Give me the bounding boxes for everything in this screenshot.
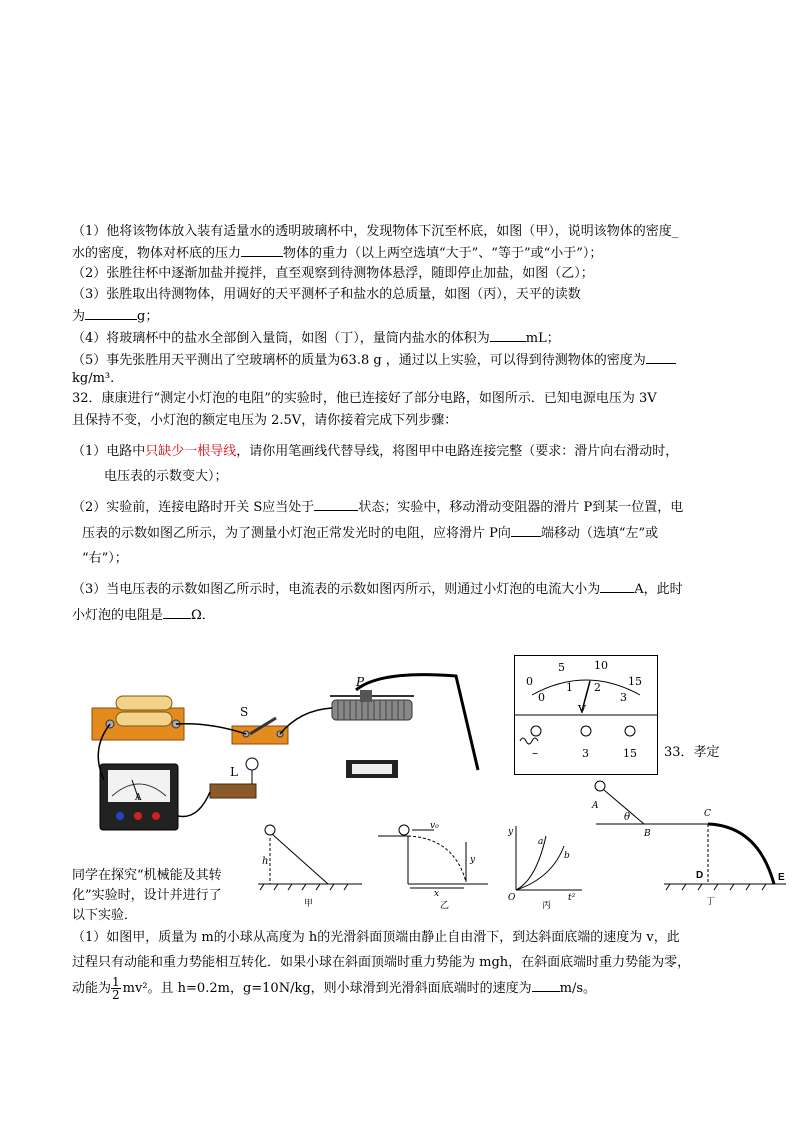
label-a: a: [538, 837, 544, 847]
answer-blank[interactable]: [490, 327, 526, 342]
q32-p1-red-text: 只缺少一根导线: [145, 444, 237, 459]
scale-bottom-1: 1: [566, 681, 573, 694]
q31-part4: [72, 327, 560, 349]
ground-hatch: [666, 884, 766, 890]
thick-wire: [356, 675, 478, 770]
label-x: x: [434, 889, 440, 899]
q32-part2-line3: [82, 549, 128, 569]
voltmeter-partial-dial: [352, 764, 392, 774]
ball: [265, 825, 275, 835]
battery-cell: [116, 712, 172, 726]
voltmeter-terminal-neg: [531, 726, 541, 736]
label-y: y: [470, 855, 476, 865]
q33-lead: [664, 743, 720, 763]
q31-p1-text-a: （1）他将该物体放入装有适量水的透明玻璃杯中，发现物体下沉至杯底，如图（甲），说明该物体的密度_: [72, 224, 679, 239]
answer-blank[interactable]: [511, 522, 541, 537]
lamp-base: [210, 784, 256, 798]
answer-blank[interactable]: [85, 305, 137, 320]
label-d: D: [696, 870, 704, 881]
answer-blank[interactable]: [314, 496, 358, 511]
q32-part1-line2: [104, 467, 228, 487]
q32-p1-text-a: （1）电路中: [72, 444, 146, 459]
q32-p3-text-b: A，此时: [634, 582, 683, 597]
q32-part1-line1: [72, 442, 678, 462]
q32-p2-text-d: 端移动（选填“左”或: [540, 526, 659, 541]
caption-ding: 丁: [706, 897, 716, 906]
figure-bing: [506, 822, 584, 912]
answer-blank[interactable]: [241, 242, 283, 257]
q33-side-3: [72, 906, 137, 926]
q31-p2-text: （2）张胜往杯中逐渐加盐并搅拌，直至观察到待测物体悬浮，随即停止加盐，如图（乙）；: [72, 266, 594, 281]
q33-p1-text-c3: m/s。: [559, 981, 597, 996]
scale-bottom-3: 3: [620, 691, 627, 704]
answer-blank[interactable]: [163, 604, 191, 619]
fraction-denominator: 2: [112, 988, 120, 1002]
scale-top-15: 15: [628, 675, 642, 688]
label-p: P: [356, 675, 365, 689]
q31-p5-text-b: kg/m³.: [72, 371, 115, 386]
label-h: h: [262, 856, 269, 867]
terminal-label-3: 3: [582, 747, 589, 760]
fraction-half: [111, 976, 121, 1001]
q31-part2: [72, 264, 594, 284]
rheostat-slider[interactable]: [360, 690, 372, 702]
label-l: L: [230, 765, 238, 779]
figure-ding: [590, 776, 790, 906]
trajectory: [408, 836, 466, 882]
q33-p1-text-a: （1）如图甲，质量为 m的小球从高度为 h的光滑斜面顶端由静止自由滑下，到达斜面底端的速度为 v，此: [72, 930, 680, 945]
terminal-label-neg: –: [532, 746, 538, 760]
q31-p4-text-a: （4）将玻璃杯中的盐水全部倒入量筒，如图（丁），量筒内盐水的体积为: [72, 331, 490, 346]
q33-p1-text-b: 过程只有动能和重力势能相互转化．如果小球在斜面顶端时重力势能为 mgh，在斜面底端时重力势能为零，: [72, 955, 691, 970]
q32-part2-line1: [72, 496, 683, 518]
q31-part3-line2: [72, 305, 158, 327]
label-b: B: [644, 829, 651, 839]
label-y: y: [508, 827, 514, 837]
q31-part5-line1: [72, 349, 676, 371]
wire: [178, 792, 210, 817]
ammeter-terminal: [116, 812, 124, 820]
q32-intro-text-1: 32．康康进行“测定小灯泡的电阻”的实验时，他已连接好了部分电路，如图所示．已知电源电压为 3V: [72, 391, 657, 406]
q32-part2-line2: [82, 522, 658, 544]
scale-top-5: 5: [558, 661, 565, 674]
q33-part1-line1: [72, 928, 680, 948]
q31-p4-text-b: mL；: [525, 331, 560, 346]
q32-intro-line1: [72, 389, 657, 409]
q32-intro-line2: [72, 411, 457, 431]
battery-cell: [116, 696, 172, 710]
q32-part3-line2: [72, 604, 215, 626]
q33-part1-line2: [72, 953, 690, 973]
caption-yi: 乙: [440, 901, 450, 911]
trajectory-thick: [708, 824, 774, 884]
answer-blank[interactable]: [646, 349, 676, 364]
ammeter-terminal: [134, 812, 142, 820]
label-a: A: [592, 801, 599, 811]
answer-blank[interactable]: [532, 977, 560, 992]
incline: [272, 834, 328, 884]
scale-bottom-0: 0: [538, 691, 545, 704]
q32-p3-text-d: Ω．: [191, 608, 215, 623]
lamp-bulb: [246, 758, 258, 770]
q31-part1-line1: [72, 222, 678, 242]
q32-p2-text-a: （2）实验前，连接电路时开关 S应当处于: [72, 500, 315, 515]
caption-bing: 丙: [542, 901, 552, 911]
ball: [399, 825, 409, 835]
ground-hatch: [260, 884, 348, 890]
q33-side-2: [72, 886, 222, 906]
figure-yi: [374, 822, 488, 912]
q33-p1-text-c1: 动能为: [72, 981, 112, 996]
q32-p2-text-b: 状态；实验中，移动滑动变阻器的滑片 P到某一位置，电: [358, 500, 684, 515]
q33-side-text-2: 化”实验时，设计并进行了: [72, 888, 222, 903]
q33-part1-line3: [72, 974, 596, 1004]
label-t2: t²: [568, 893, 576, 903]
q32-intro-text-2: 且保持不变，小灯泡的额定电压为 2.5V，请你接着完成下列步骤：: [72, 413, 458, 428]
q31-part5-line2: [72, 369, 114, 389]
label-a: A: [135, 793, 142, 803]
label-theta: θ: [624, 812, 631, 823]
q31-p1-text-b: 水的密度，物体对杯底的压力: [72, 246, 242, 261]
q33-side-1: [72, 866, 222, 886]
q32-p1-text-c: 电压表的示数变大）；: [104, 469, 228, 484]
label-s: S: [240, 705, 249, 719]
q32-p1-text-b: ，请你用笔画线代替导线，将图甲中电路连接完整（要求：滑片向右滑动时，: [236, 444, 679, 459]
q31-p1-text-c: 物体的重力（以上两空选填“大于”、“等于”或“小于”）；: [283, 246, 603, 261]
q31-p3-text-b: 为: [72, 309, 86, 324]
q31-p3-text-a: （3）张胜取出待测物体，用调好的天平测杯子和盐水的总质量，如图（丙），天平的读数: [72, 287, 581, 302]
fraction-numerator: 1: [112, 975, 120, 989]
scale-top-10: 10: [594, 659, 608, 672]
q33-p1-text-c2: mv²。且 h=0.2m，g=10N/kg，则小球滑到光滑斜面底端时的速度为: [122, 981, 532, 996]
ammeter-terminal: [152, 812, 160, 820]
q33-side-text-1: 同学在探究“机械能及其转: [72, 868, 222, 883]
q32-part3-line1: [72, 578, 683, 600]
caption-jia: 甲: [304, 899, 314, 909]
q32-p3-text-a: （3）当电压表的示数如图乙所示时，电流表的示数如图丙所示，则通过小灯泡的电流大小为: [72, 582, 601, 597]
q32-p3-text-c: 小灯泡的电阻是: [72, 608, 164, 623]
figure-jia: [258, 820, 362, 910]
label-e: E: [778, 872, 785, 883]
ball: [595, 781, 605, 791]
q32-p2-text-c: 压表的示数如图乙所示，为了测量小灯泡正常发光时的电阻，应将滑片 P向: [82, 526, 511, 541]
q31-part3-line1: [72, 285, 581, 305]
label-c: C: [704, 809, 711, 819]
q33-side-text-3: 以下实验．: [72, 908, 138, 923]
scale-bottom-2: 2: [594, 681, 601, 694]
voltmeter-unit: V: [578, 703, 586, 716]
q31-p5-text-a: （5）事先张胜用天平测出了空玻璃杯的质量为63.8 g ，通过以上实验，可以得到待测物体的密度为: [72, 353, 646, 368]
q33-lead-text: 33．孝定: [664, 745, 720, 760]
label-v0: v₀: [430, 822, 439, 831]
voltmeter-terminal-15: [625, 726, 635, 736]
q31-part1-line2: [72, 242, 602, 264]
terminal-label-15: 15: [623, 747, 637, 760]
scale-top-0: 0: [526, 675, 533, 688]
label-origin: O: [508, 893, 516, 903]
voltmeter-terminal-3: [581, 726, 591, 736]
answer-blank[interactable]: [600, 578, 634, 593]
curve-b: [516, 846, 564, 890]
label-b: b: [564, 851, 570, 861]
q31-p3-text-c: g；: [137, 309, 159, 324]
q32-p2-text-e: “右”）；: [82, 551, 128, 566]
voltmeter-figure: [514, 655, 658, 775]
